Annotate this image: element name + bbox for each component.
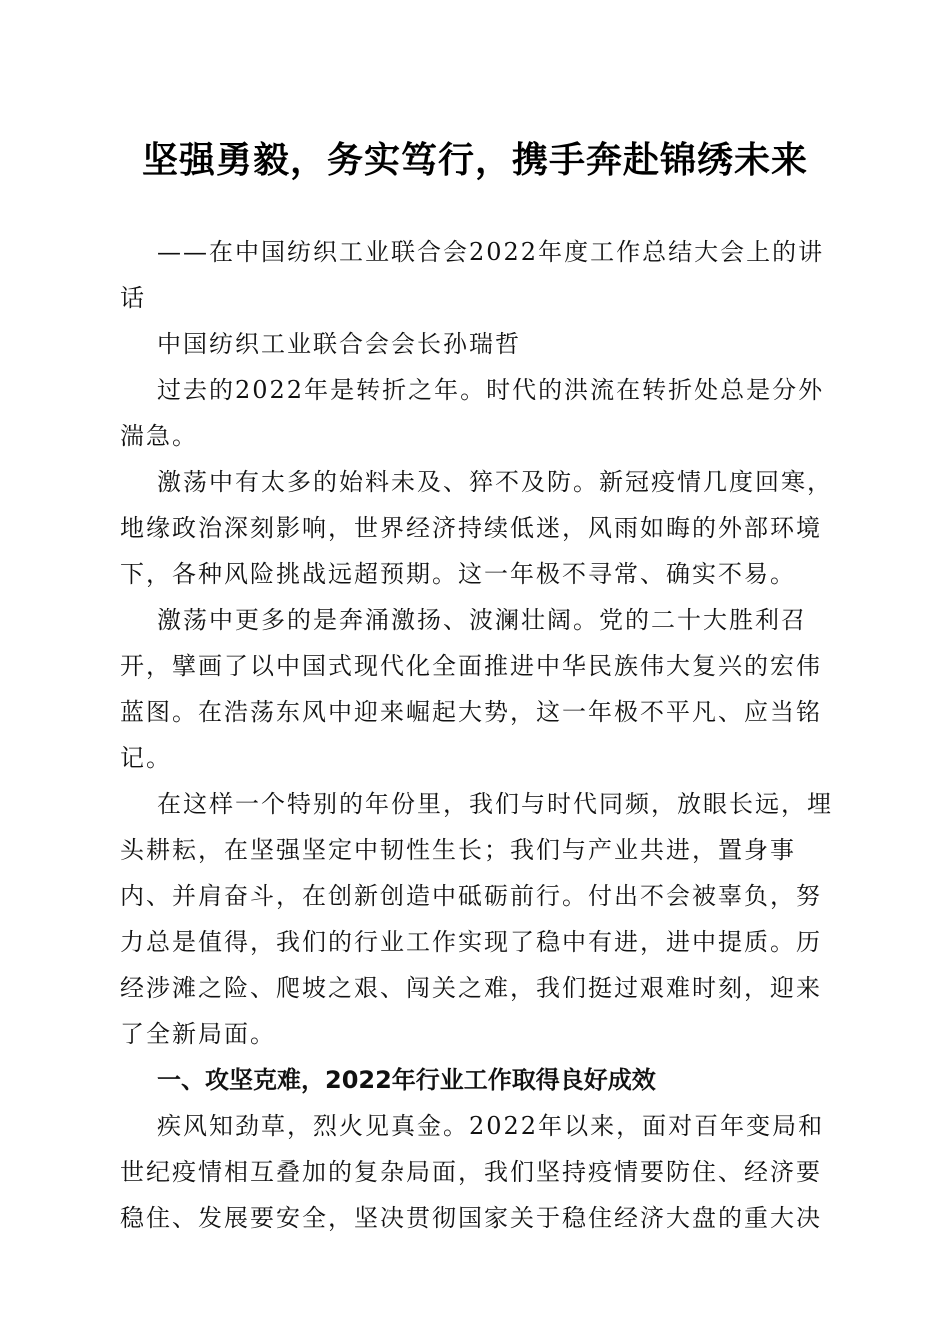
document-title: 坚强勇毅，务实笃行，携手奔赴锦绣未来	[141, 139, 808, 181]
paragraph-1: 过去的2022年是转折之年。时代的洪流在转折处总是分外湍急。	[120, 376, 825, 450]
paragraph-2: 激荡中有太多的始料未及、猝不及防。新冠疫情几度回寒，地缘政治深刻影响，世界经济持续低迷，风雨如晦的外部环境下，各种风险挑战远超预期。这一年极不寻常、确实不易。	[120, 468, 833, 588]
document-author: 中国纺织工业联合会会长孙瑞哲	[157, 330, 521, 358]
paragraph-4: 在这样一个特别的年份里，我们与时代同频，放眼长远，埋头耕耘，在坚强坚定中韧性生长；我们与产业共进，置身事内、并肩奋斗，在创新创造中砥砺前行。付出不会被辜负，努力总是值得，我们的行业工作实现了稳中有进，进中提质。历经涉滩之险、爬坡之艰、闯关之难，我们挺过艰难时刻，迎来了全新局面。	[120, 790, 833, 1048]
document-subtitle: ——在中国纺织工业联合会2022年度工作总结大会上的讲话	[120, 238, 825, 312]
section-paragraph: 疾风知劲草，烈火见真金。2022年以来，面对百年变局和世纪疫情相互叠加的复杂局面，我们坚持疫情要防住、经济要稳住、发展要安全，坚决贯彻国家关于稳住经济大盘的重大决	[120, 1112, 825, 1232]
paragraph-3: 激荡中更多的是奔涌激扬、波澜壮阔。党的二十大胜利召开，擘画了以中国式现代化全面推进中华民族伟大复兴的宏伟蓝图。在浩荡东风中迎来崛起大势，这一年极不平凡、应当铭记。	[120, 606, 822, 772]
section-heading: 一、攻坚克难，2022年行业工作取得良好成效	[157, 1066, 656, 1094]
document-body	[120, 229, 836, 1241]
